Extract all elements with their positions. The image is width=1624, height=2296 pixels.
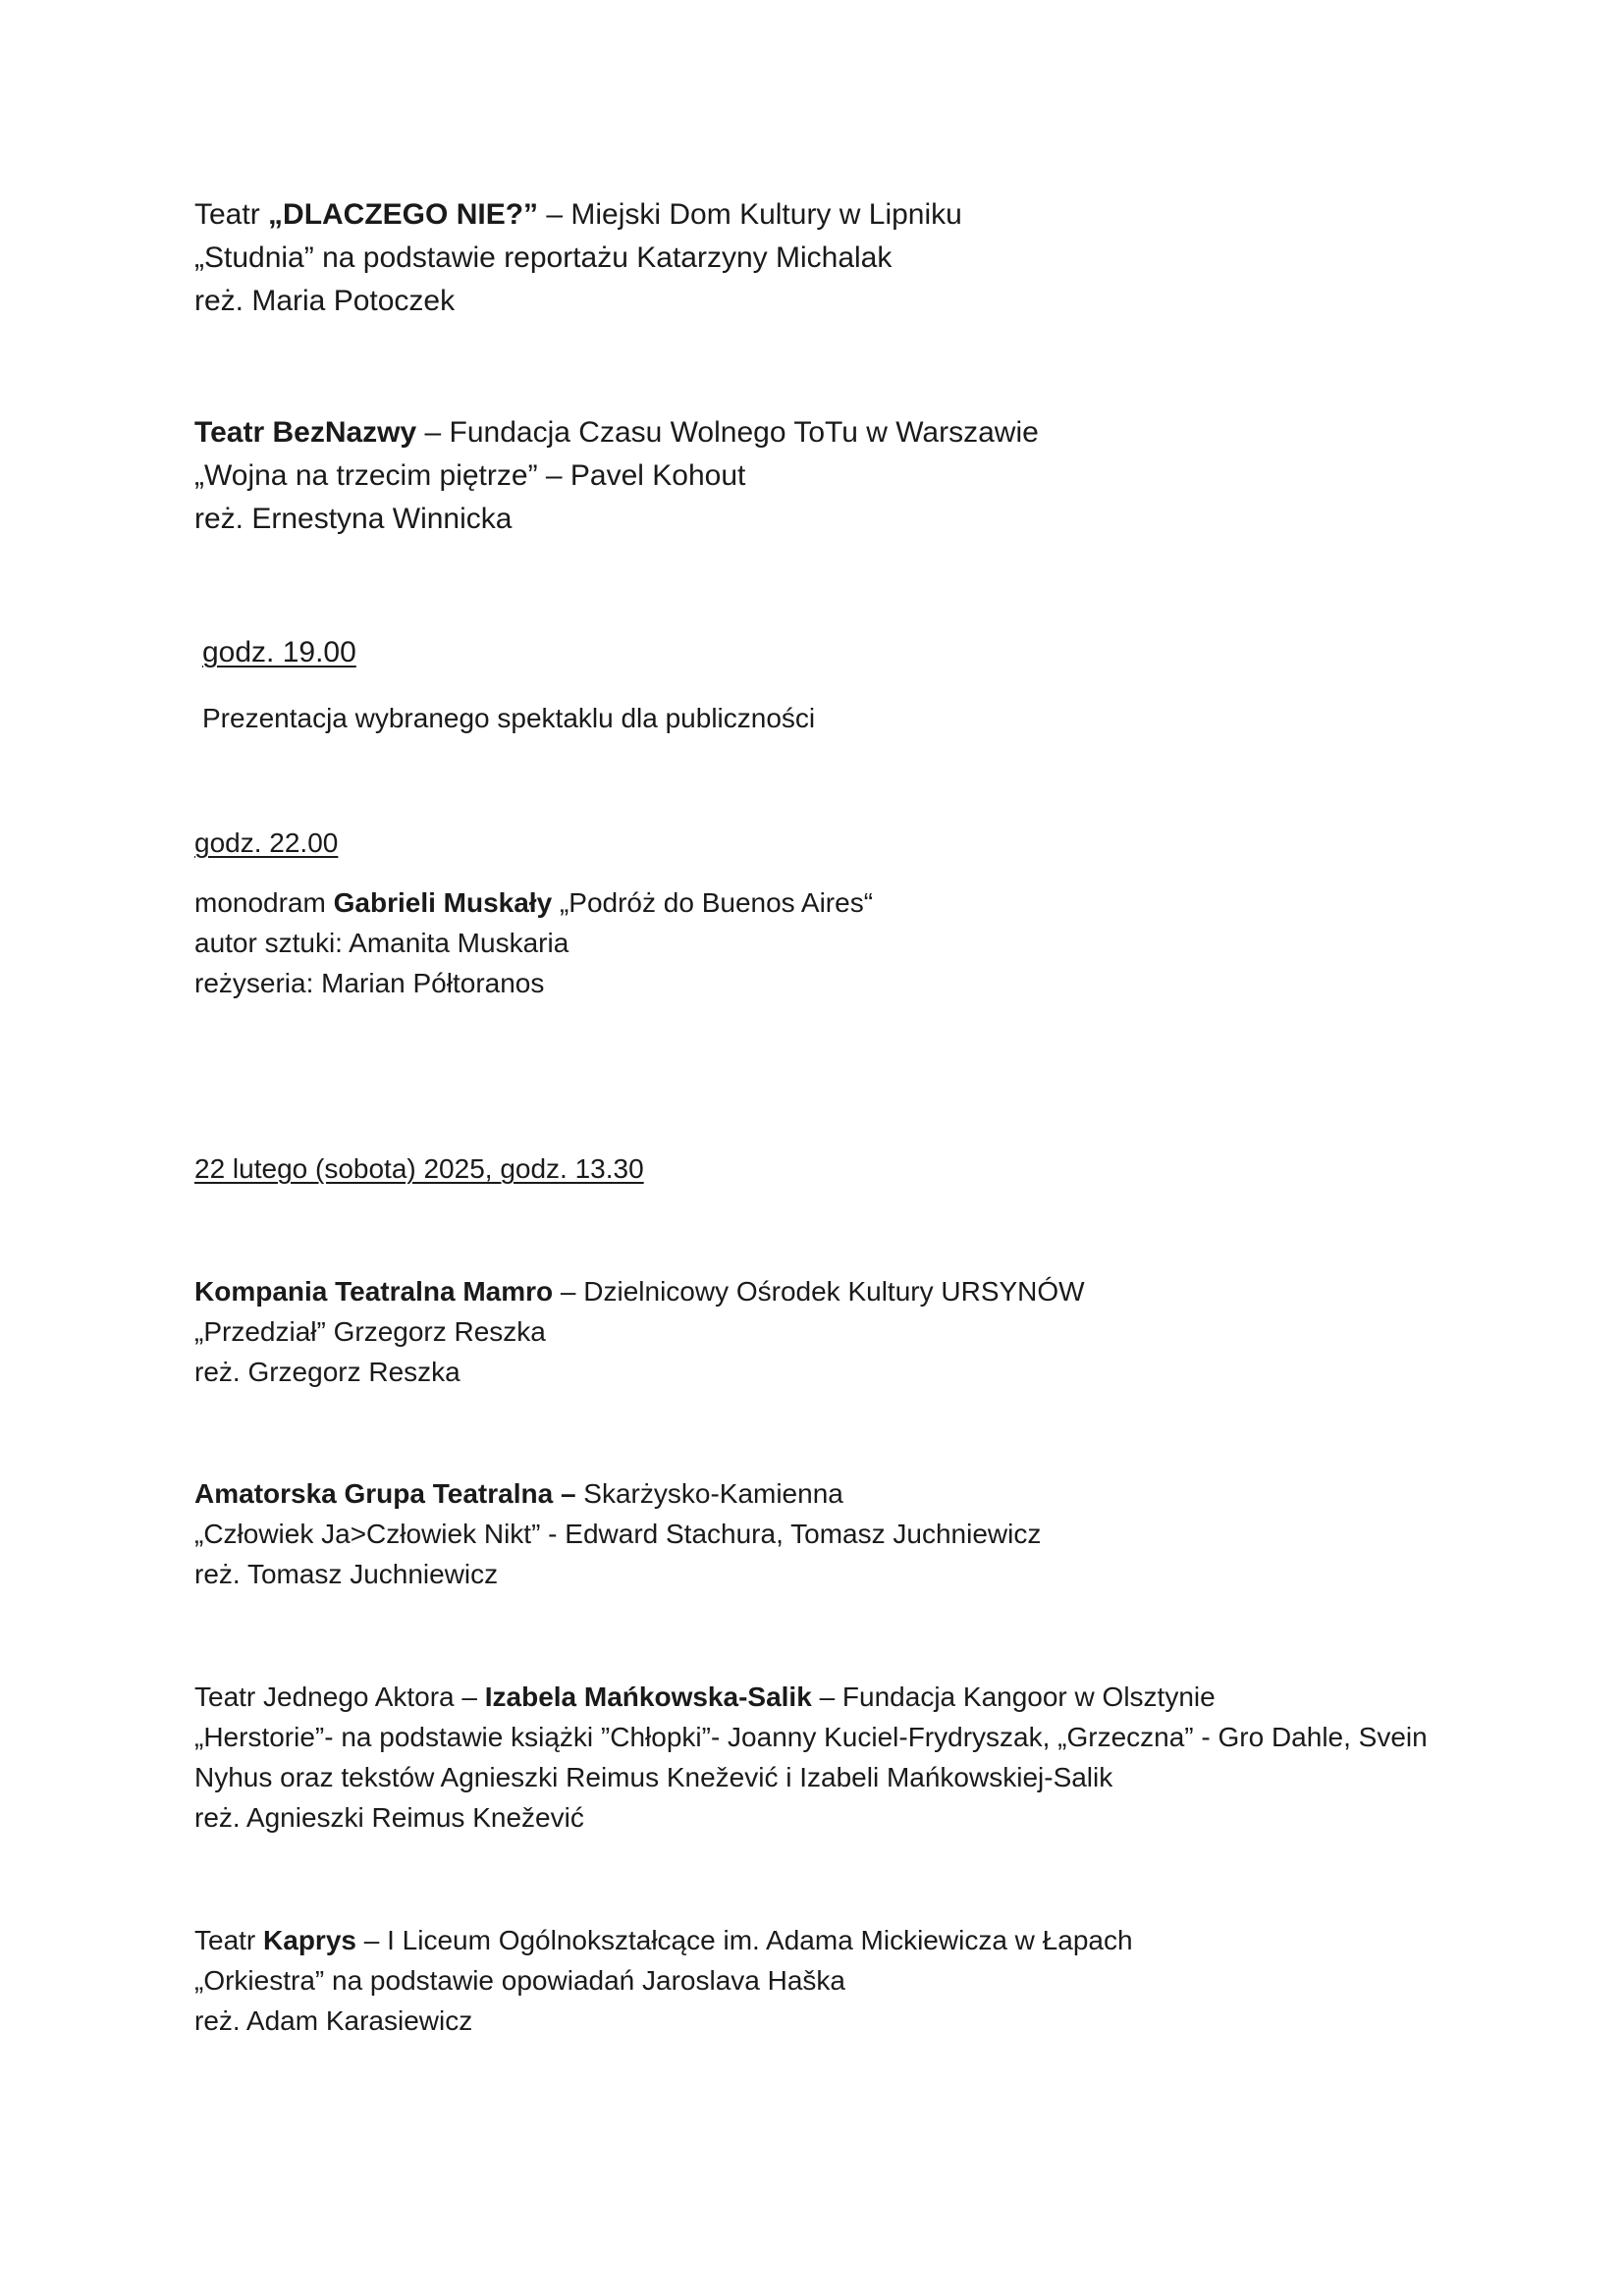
block1-prefix: Teatr xyxy=(194,198,269,231)
block6-director: reż. Adam Karasiewicz xyxy=(194,2005,473,2036)
block5-title xyxy=(194,1683,1216,1711)
time-label-2200: godz. 22.00 xyxy=(194,828,339,858)
monodrama-author: autor sztuki: Amanita Muskaria xyxy=(194,928,569,958)
block3-institution: – Dzielnicowy Ośrodek Kultury URSYNÓW xyxy=(553,1276,1085,1307)
monodrama-performer: Gabrieli Muskały xyxy=(333,887,553,918)
monodrama-play: „Podróż do Buenos Aires“ xyxy=(552,887,874,918)
block6-theatre-name: Kaprys xyxy=(263,1925,356,1955)
block2-theatre-name: Teatr BezNazwy xyxy=(194,416,417,449)
block2-title xyxy=(194,418,1039,448)
block1-institution: – Miejski Dom Kultury w Lipniku xyxy=(538,198,962,231)
block4-theatre-name: Amatorska Grupa Teatralna – xyxy=(194,1478,576,1509)
block2-institution: – Fundacja Czasu Wolnego ToTu w Warszawie xyxy=(416,416,1039,449)
block2-director: reż. Ernestyna Winnicka xyxy=(194,503,513,535)
block4-title xyxy=(194,1480,843,1508)
block6-prefix: Teatr xyxy=(194,1925,264,1955)
block4-institution: Skarżysko-Kamienna xyxy=(575,1478,843,1509)
block3-play: „Przedział” Grzegorz Reszka xyxy=(194,1316,546,1347)
monodrama-title xyxy=(194,889,873,917)
date-heading: 22 lutego (sobota) 2025, godz. 13.30 xyxy=(194,1153,644,1184)
block5-prefix: Teatr Jednego Aktora – xyxy=(194,1682,485,1712)
block5-actor-name: Izabela Mańkowska-Salik xyxy=(484,1682,812,1712)
block3-director: reż. Grzegorz Reszka xyxy=(194,1357,460,1387)
block1-title xyxy=(194,200,962,230)
block3-title xyxy=(194,1278,1085,1306)
block2-play: „Wojna na trzecim piętrze” – Pavel Kohout xyxy=(194,459,746,492)
time-1900-description: Prezentacja wybranego spektaklu dla publiczności xyxy=(202,703,816,733)
block1-director: reż. Maria Potoczek xyxy=(194,285,456,317)
block6-play: „Orkiestra” na podstawie opowiadań Jaroslava Haška xyxy=(194,1965,845,1996)
block3-theatre-name: Kompania Teatralna Mamro xyxy=(194,1276,554,1307)
time-label-1900: godz. 19.00 xyxy=(202,636,356,668)
block5-director: reż. Agnieszki Reimus Knežević xyxy=(194,1802,584,1833)
monodrama-prefix: monodram xyxy=(194,887,334,918)
block6-title xyxy=(194,1927,1133,1954)
block4-director: reż. Tomasz Juchniewicz xyxy=(194,1559,499,1589)
block6-institution: – I Liceum Ogólnokształcące im. Adama Mickiewicza w Łapach xyxy=(355,1925,1133,1955)
block5-institution: – Fundacja Kangoor w Olsztynie xyxy=(811,1682,1216,1712)
block1-theatre-name: „DLACZEGO NIE?” xyxy=(268,198,539,231)
block5-play: „Herstorie”- na podstawie książki ”Chłopki”- Joanny Kuciel-Frydryszak, „Grzeczna” - Gro Dahle, Svein xyxy=(194,1722,1428,1752)
monodrama-director: reżyseria: Marian Półtoranos xyxy=(194,968,545,998)
block1-play: „Studnia” na podstawie reportażu Katarzyny Michalak xyxy=(194,241,893,274)
block4-play: „Człowiek Ja>Człowiek Nikt” - Edward Stachura, Tomasz Juchniewicz xyxy=(194,1519,1042,1549)
block5-play-continued: Nyhus oraz tekstów Agnieszki Reimus Knežević i Izabeli Mańkowskiej-Salik xyxy=(194,1762,1113,1792)
